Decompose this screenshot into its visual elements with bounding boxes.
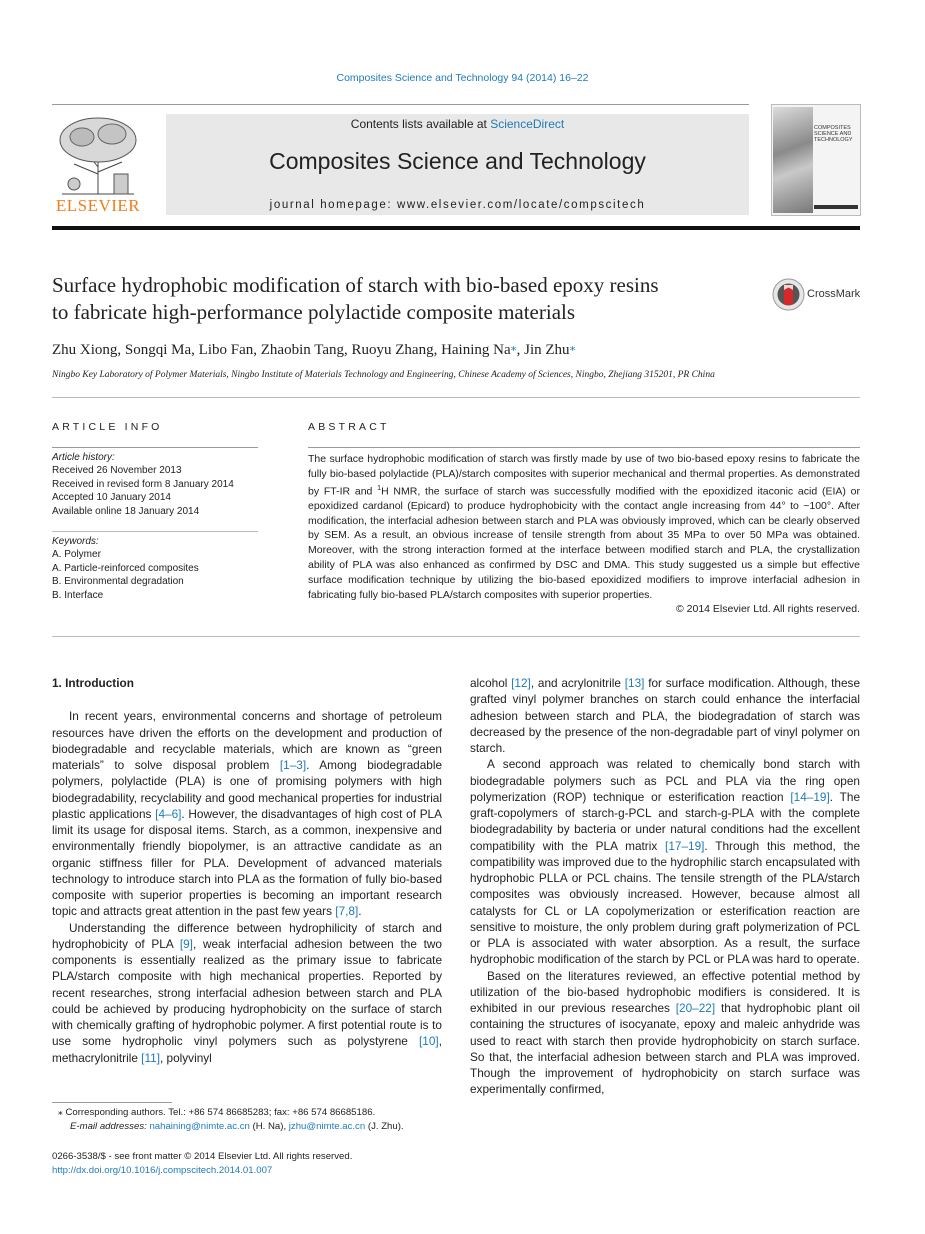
journal-cover[interactable] [771, 104, 861, 216]
citation-link[interactable]: [9] [179, 936, 193, 951]
footnote-corresponding: ⁎ Corresponding authors. Tel.: +86 574 86685283; fax: +86 574 86685186. [58, 1107, 376, 1118]
journal-banner [166, 114, 749, 215]
body-paragraph: In recent years, environmental concerns and shortage of petroleum resources have driven the efforts on the development and production of biodegradable and recyclable materials, which are known as “green materials” to solve disposal problem [1–3]. Among biodegradable polymers, polylactide (PLA) is one of promising polymers with high biodegradability, recyclability and good mechanical properties for industrial plastic applications [4–6]. However, the disadvantages of high cost of PLA limit its usage for disposal items. Starch, as a common, inexpensive and environmentally friendly biopolymer, is an attractive candidate as an organic stiffness filler for PLA. Development of advanced materials technology to introduce starch into PLA as the formation of fully bio-based composite with superior properties is becoming an important research topic and attracts great attention in the past few years [7,8]. [52, 709, 443, 919]
email-who-na: (H. Na), [249, 1121, 289, 1132]
article-history [52, 451, 234, 518]
email-link-zhu[interactable]: jzhu@nimte.ac.cn [288, 1121, 366, 1132]
contents-prefix: Contents lists available at [350, 117, 491, 131]
abstract-sup: 1 [377, 484, 382, 492]
citation-link[interactable]: [17–19] [665, 838, 705, 853]
body-paragraph: A second approach was related to chemically bond starch with biodegradable polymers such as PCL and PLA via the ring open polymerization (ROP) technique or esterification reaction [14–19]. The graft-copolymers of starch-g-PCL and starch-g-PLA with the complete biodegradability by bacteria or under natural conditions had the excellent compatibility with the PLA matrix [17–19]. Through this method, the compatibility was improved due to the hydrophilic starch encapsulated with hydrophobic PLLA or PCL chains. The tensile strength of the PLA/starch composites was obviously increased. However, because almost all catalysts for CL or LA copolymerization or esterification reaction are sensitive to moisture, the only problem during graft polymerization of PCL or PLA is associated with water absorption. As a result, the surface hydrophobic modification of the starch by PCL or PLA was hard to operate. [470, 757, 861, 967]
left-column [52, 675, 442, 1066]
keywords-rule [52, 531, 258, 532]
journal-citation[interactable]: Composites Science and Technology 94 (2014) 16–22 [336, 72, 589, 84]
history-accepted: Accepted 10 January 2014 [52, 492, 171, 504]
abstract-heading: ABSTRACT [308, 421, 390, 433]
email-link-na[interactable]: nahaining@nimte.ac.cn [149, 1121, 250, 1132]
homepage-prefix: journal homepage: [269, 199, 397, 211]
sciencedirect-link[interactable]: ScienceDirect [490, 117, 565, 131]
citation-link[interactable]: [13] [624, 676, 645, 690]
keyword-item: B. Environmental degradation [52, 576, 184, 588]
abstract-body [308, 452, 860, 617]
header-rule [52, 104, 749, 105]
abstract-bottom-rule [52, 636, 860, 637]
body-paragraph: Based on the literatures reviewed, an effective potential method by utilization of the bio-based hydrophobic modifiers is considered. It is exhibited in our previous researches [20–22] that hydrophobic plant oil containing the structures of isocyanate, epoxy and maleic anhydride was used to react with starch then provide hydrophobicity on starch surface. So that, the interfacial adhesion between starch and PLA was improved. Though the improvement of hydrophobicity on starch surface was experimentally confirmed, [470, 968, 860, 1097]
section-heading-introduction: 1. Introduction [52, 676, 134, 690]
keyword-item: B. Interface [52, 589, 104, 601]
abstract-rule [308, 447, 860, 448]
citation-link[interactable]: [1–3] [279, 758, 307, 772]
keyword-item: A. Polymer [52, 549, 101, 561]
crossmark-label[interactable]: CrossMark [807, 288, 861, 300]
corresponding-mark-2[interactable]: ⁎ [569, 340, 576, 354]
article-title [52, 272, 752, 326]
email-label: E-mail addresses: [70, 1121, 150, 1132]
journal-title: Composites Science and Technology [269, 148, 646, 174]
right-column [470, 675, 860, 1098]
author-list: Zhu Xiong, Songqi Ma, Libo Fan, Zhaobin Tang, Ruoyu Zhang, Haining Na⁎, Jin Zhu⁎ [52, 340, 576, 358]
footnote [52, 1106, 442, 1134]
doi-link[interactable]: http://dx.doi.org/10.1016/j.compscitech.2014.01.007 [52, 1164, 273, 1176]
abstract-copyright: © 2014 Elsevier Ltd. All rights reserved. [676, 603, 860, 616]
email-who-zhu: (J. Zhu). [365, 1121, 404, 1132]
citation-link[interactable]: [7,8] [335, 904, 359, 919]
crossmark-icon[interactable] [772, 278, 805, 311]
header-thick-rule [52, 226, 860, 230]
affiliation: Ningbo Key Laboratory of Polymer Materials, Ningbo Institute of Materials Technology and Engineering, Chinese Academy of Sciences, Ningbo, Zhejiang 315201, PR China [52, 370, 715, 380]
journal-homepage [166, 199, 749, 211]
publisher-name: ELSEVIER [55, 196, 141, 215]
homepage-url[interactable]: www.elsevier.com/locate/compscitech [396, 199, 646, 211]
citation-link[interactable]: [12] [511, 676, 531, 690]
corresponding-mark-1[interactable]: ⁎ [510, 340, 517, 354]
keyword-item: A. Particle-reinforced composites [52, 562, 199, 574]
authors-text: Zhu Xiong, Songqi Ma, Libo Fan, Zhaobin Tang, Ruoyu Zhang, Haining Na [52, 342, 511, 358]
abstract-text-2: H NMR, the surface of starch was successfully modified with the epoxidized itaconic acid (EIA) or epoxidized cardanol (Epicard) to produce hydrophobicity with the contact angle increasing from 44° to ~100°. After modification, the interfacial adhesion between starch and PLA was obviously improved, which can be clearly observed by SEM. As a result, an obvious increase of tensile strength from about 35 MPa to over 50 MPa was obtained. Moreover, with the strong interaction formed at the interface between modified starch and PLA, the crystallization ability of PLA was also enhanced as confirmed by DSC and DMA. This study suggested us a simple but effective surface modification technique by utilizing the bio-based epoxidized modifiers to improve interfacial adhesion in fabricating fully bio-based PLA/starch composites with superior properties. [308, 485, 860, 601]
body-paragraph: Understanding the difference between hydrophilicity of starch and hydrophobicity of PLA [9], weak interfacial adhesion between the two components is essentially realized as the primary issue to fabricate PLA/starch composite with high mechanical properties. Reported by recent researches, strong interfacial adhesion between starch and PLA could be achieved by producing hydrophobicity on the surface of starch with chemically grafting of hydrophobic polymer. A first potential route is to use some hydropholic vinyl polymers such as polystyrene [10], methacrylonitrile [11], polyvinyl [52, 920, 442, 1065]
cover-image [773, 107, 813, 213]
title-line-2: to fabricate high-performance polylactide composite materials [52, 300, 576, 324]
cover-title: COMPOSITES SCIENCE AND TECHNOLOGY [814, 125, 853, 143]
title-line-1: Surface hydrophobic modification of starch with bio-based epoxy resins [52, 273, 659, 297]
footnote-emails [52, 1120, 442, 1134]
issn-line: 0266-3538/$ - see front matter © 2014 Elsevier Ltd. All rights reserved. [52, 1151, 353, 1162]
citation-link[interactable]: [10] [419, 1034, 439, 1049]
history-online: Available online 18 January 2014 [52, 505, 200, 517]
affil-rule [52, 397, 860, 398]
abstract-text-1: The surface hydrophobic modification of starch was firstly made by use of two bio-based epoxy resins to fabricate the fully bio-based polylactide (PLA)/starch composites with superior mechanical and thermal properties. As demonstrated by FT-IR and [308, 453, 860, 498]
citation-link[interactable]: [14–19] [790, 789, 830, 804]
keywords [52, 535, 199, 602]
history-revised: Received in revised form 8 January 2014 [52, 478, 234, 490]
footnote-rule [52, 1102, 172, 1103]
article-info-rule [52, 447, 258, 448]
history-label: Article history: [52, 452, 115, 463]
author-last: Jin Zhu [524, 342, 570, 358]
citation-link[interactable]: [4–6] [155, 806, 182, 821]
elsevier-tree-logo [52, 112, 144, 196]
article-info-heading: ARTICLE INFO [52, 421, 163, 433]
body-paragraph: alcohol [12], and acrylonitrile [13] for surface modification. Although, these grafted vinyl polymer branches on starch could enhance the interfacial adhesion between starch and PLA, the biodegradation of starch was decreased by the presence of the non-degradable part of vinyl polymer on starch. [470, 676, 861, 755]
bottom-meta [52, 1150, 352, 1177]
keywords-label: Keywords: [52, 536, 99, 547]
citation-link[interactable]: [11] [141, 1050, 160, 1065]
history-received: Received 26 November 2013 [52, 465, 182, 477]
cover-bar [814, 205, 858, 209]
contents-line [166, 117, 749, 131]
citation-link[interactable]: [20–22] [675, 1001, 716, 1015]
